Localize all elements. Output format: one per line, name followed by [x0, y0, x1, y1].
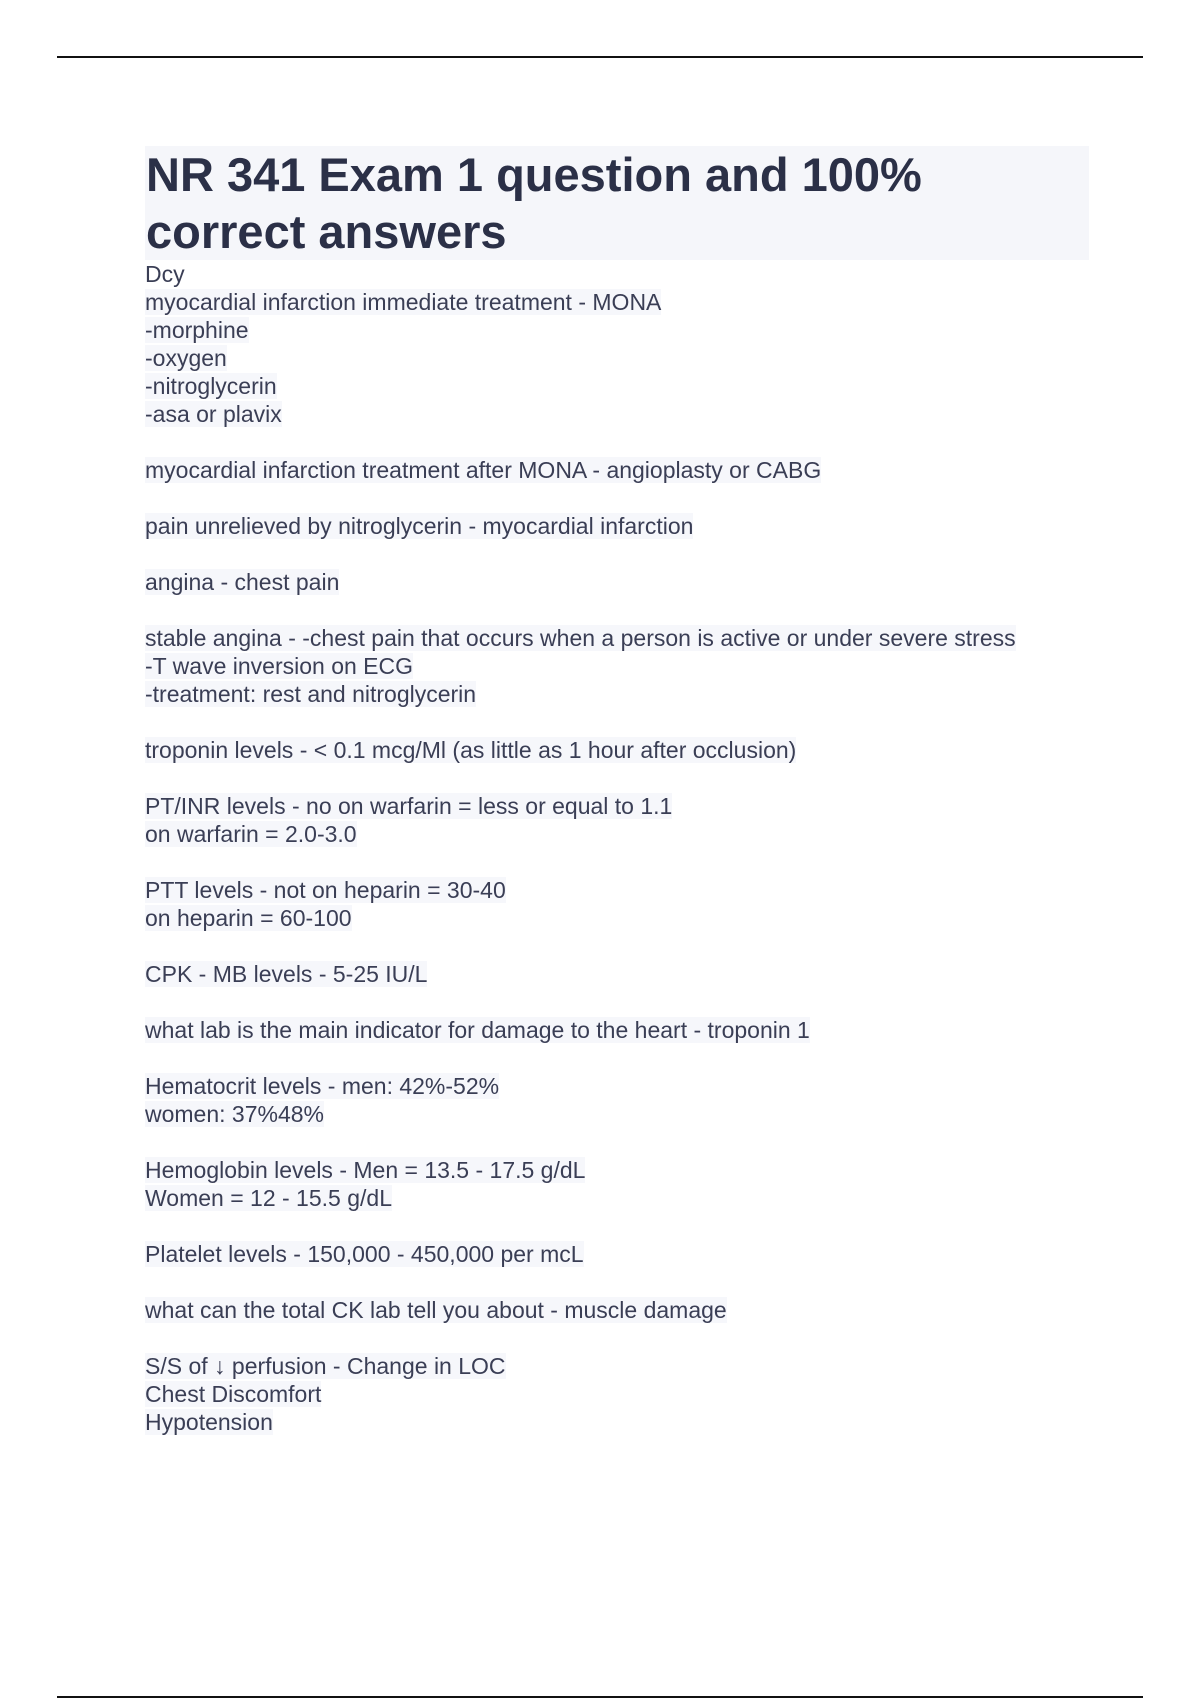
- document-subtitle: Dcy: [145, 261, 185, 287]
- qa-list: [145, 288, 1089, 1436]
- qa-entry-detail-line: women: 37%48%: [145, 1101, 324, 1127]
- qa-entry-detail-line: -oxygen: [145, 345, 227, 371]
- qa-entry-question: Platelet levels - 150,000 - 450,000 per mcL: [145, 1241, 584, 1267]
- qa-entry-detail-line: Women = 12 - 15.5 g/dL: [145, 1185, 392, 1211]
- qa-entry-question: Hematocrit levels - men: 42%-52%: [145, 1073, 500, 1099]
- qa-entry-detail-line: -T wave inversion on ECG: [145, 653, 414, 679]
- qa-entry-detail-line: on heparin = 60-100: [145, 905, 352, 931]
- qa-entry-question: PT/INR levels - no on warfarin = less or equal to 1.1: [145, 793, 673, 819]
- qa-entry: [145, 624, 1089, 708]
- qa-entry-question: myocardial infarction treatment after MONA - angioplasty or CABG: [145, 457, 822, 483]
- document-body: [145, 146, 1089, 1436]
- qa-entry-detail-line: -asa or plavix: [145, 401, 282, 427]
- qa-entry-detail-line: Chest Discomfort: [145, 1381, 322, 1407]
- qa-entry-detail-line: Hypotension: [145, 1409, 273, 1435]
- qa-entry-question: angina - chest pain: [145, 569, 340, 595]
- qa-entry-question: Hemoglobin levels - Men = 13.5 - 17.5 g/dL: [145, 1157, 586, 1183]
- qa-entry: [145, 288, 1089, 428]
- qa-entry: [145, 960, 1089, 988]
- bottom-divider: [57, 1696, 1143, 1698]
- qa-entry-question: pain unrelieved by nitroglycerin - myocardial infarction: [145, 513, 694, 539]
- qa-entry-question: troponin levels - < 0.1 mcg/Ml (as little as 1 hour after occlusion): [145, 737, 797, 763]
- qa-entry: [145, 792, 1089, 848]
- top-divider: [57, 56, 1143, 58]
- qa-entry-question: what lab is the main indicator for damage to the heart - troponin 1: [145, 1017, 810, 1043]
- qa-entry-question: PTT levels - not on heparin = 30-40: [145, 877, 506, 903]
- qa-entry-question: myocardial infarction immediate treatment - MONA: [145, 289, 662, 315]
- qa-entry: [145, 876, 1089, 932]
- qa-entry-question: CPK - MB levels - 5-25 IU/L: [145, 961, 428, 987]
- qa-entry: [145, 512, 1089, 540]
- qa-entry: [145, 568, 1089, 596]
- qa-entry-detail-line: -morphine: [145, 317, 249, 343]
- qa-entry-detail-line: -treatment: rest and nitroglycerin: [145, 681, 477, 707]
- qa-entry: [145, 1156, 1089, 1212]
- qa-entry: [145, 1296, 1089, 1324]
- document-title: NR 341 Exam 1 question and 100% correct answers: [145, 146, 1089, 260]
- qa-entry: [145, 1016, 1089, 1044]
- qa-entry-question: stable angina - -chest pain that occurs when a person is active or under severe stress: [145, 625, 1016, 651]
- qa-entry-detail-line: on warfarin = 2.0-3.0: [145, 821, 357, 847]
- qa-entry: [145, 1240, 1089, 1268]
- qa-entry-question: what can the total CK lab tell you about - muscle damage: [145, 1297, 727, 1323]
- qa-entry: [145, 456, 1089, 484]
- qa-entry-question: S/S of ↓ perfusion - Change in LOC: [145, 1353, 506, 1379]
- qa-entry: [145, 1352, 1089, 1436]
- qa-entry: [145, 736, 1089, 764]
- qa-entry-detail-line: -nitroglycerin: [145, 373, 277, 399]
- qa-entry: [145, 1072, 1089, 1128]
